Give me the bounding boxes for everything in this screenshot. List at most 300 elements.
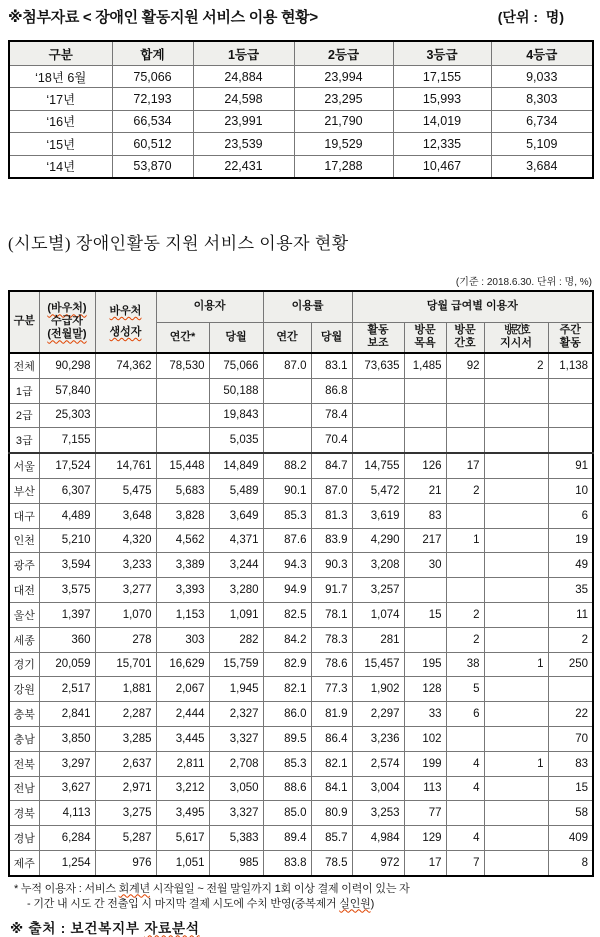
col-group-usage-rate: 이용률 [263,291,352,323]
table-row [9,428,593,453]
value-cell: 4,290 [352,528,404,553]
col-header-voucher-creators [95,291,156,353]
value-cell: 281 [352,627,404,652]
value-cell: 4,489 [39,503,95,528]
voucher-line1: 바우처 [109,304,142,317]
value-cell: 84.7 [311,453,352,478]
value-cell: 82.9 [263,652,311,677]
value-cell: 1,070 [95,602,156,627]
value-cell: 1,051 [156,850,209,875]
value-cell [484,801,548,826]
value-cell: 1,138 [548,353,593,378]
value-cell [484,726,548,751]
value-cell: 15,448 [156,453,209,478]
value-cell: 10,467 [393,155,491,178]
table-row [9,850,593,875]
table-row [9,652,593,677]
value-cell: 3,575 [39,578,95,603]
value-cell: 78.5 [311,850,352,875]
value-cell: 50,188 [209,378,263,403]
value-cell: 3,594 [39,553,95,578]
value-cell: 91 [548,453,593,478]
region-cell: 경기 [9,652,39,677]
value-cell: 4,562 [156,528,209,553]
value-cell: 84.1 [311,776,352,801]
value-cell [446,428,484,453]
value-cell: 70.4 [311,428,352,453]
table-row [9,528,593,553]
value-cell: 1,485 [404,353,446,378]
value-cell: 5,475 [95,478,156,503]
region-cell: 충북 [9,702,39,727]
table-row [9,353,593,378]
value-cell: 4 [446,826,484,851]
value-cell: 57,840 [39,378,95,403]
value-cell: 5,472 [352,478,404,503]
col-header: 1등급 [193,41,294,66]
value-cell: 75,066 [112,66,193,88]
value-cell [548,403,593,428]
value-cell: 15 [548,776,593,801]
col-header-recipients [39,291,95,353]
value-cell: 3,236 [352,726,404,751]
value-cell: 89.4 [263,826,311,851]
value-cell: 85.7 [311,826,352,851]
value-cell: 2,297 [352,702,404,727]
value-cell: 85.3 [263,503,311,528]
value-cell [95,428,156,453]
value-cell: 58 [548,801,593,826]
value-cell: 1 [446,528,484,553]
value-cell: 2 [548,627,593,652]
value-cell: 53,870 [112,155,193,178]
table-row [9,503,593,528]
value-cell: 19,843 [209,403,263,428]
value-cell: 3,257 [352,578,404,603]
value-cell [156,378,209,403]
value-cell: 1,153 [156,602,209,627]
value-cell: 2 [446,478,484,503]
value-cell: 6 [548,503,593,528]
value-cell: 250 [548,652,593,677]
value-cell: 278 [95,627,156,652]
region-cell: 서울 [9,453,39,478]
region-cell: 3급 [9,428,39,453]
value-cell: 2,637 [95,751,156,776]
table-row [9,155,593,178]
col-group-by-benefit: 당월 급여별 이용자 [352,291,593,323]
table-row [9,702,593,727]
value-cell: 94.3 [263,553,311,578]
value-cell: 126 [404,453,446,478]
value-cell: 985 [209,850,263,875]
value-cell: 1,254 [39,850,95,875]
value-cell: 78,530 [156,353,209,378]
value-cell: 87.0 [311,478,352,503]
value-cell: 83 [548,751,593,776]
value-cell [263,378,311,403]
value-cell: 16,629 [156,652,209,677]
region-table-header [9,291,593,353]
footnote-2: - 기간 내 시도 간 전출입 시 마지막 결제 시도에 수치 반영(중복제거 실인원) [27,897,375,910]
footnotes [8,882,592,912]
value-cell: 86.8 [311,378,352,403]
value-cell: 85.3 [263,751,311,776]
value-cell: 23,539 [193,133,294,155]
value-cell: 7 [446,850,484,875]
value-cell: 19,529 [294,133,393,155]
col-header-users-annual: 연간* [156,322,209,353]
value-cell: 80.9 [311,801,352,826]
value-cell: 3,244 [209,553,263,578]
value-cell [263,428,311,453]
value-cell: 3,389 [156,553,209,578]
value-cell [352,403,404,428]
table-caption: (기준 : 2018.6.30. 단위 : 명, %) [455,276,592,288]
region-cell: 전남 [9,776,39,801]
value-cell: 2 [484,353,548,378]
value-cell: 303 [156,627,209,652]
value-cell: 5,287 [95,826,156,851]
value-cell [263,403,311,428]
col-group-users: 이용자 [156,291,263,323]
region-cell: 1급 [9,378,39,403]
value-cell: 15,457 [352,652,404,677]
value-cell: 11 [548,602,593,627]
value-cell: 2,517 [39,677,95,702]
value-cell: 409 [548,826,593,851]
value-cell [484,453,548,478]
value-cell [484,826,548,851]
recipients-line3: (전월말) [47,328,87,341]
value-cell [446,403,484,428]
table-row [9,801,593,826]
value-cell: 1,074 [352,602,404,627]
value-cell [446,801,484,826]
value-cell: 282 [209,627,263,652]
value-cell [484,702,548,727]
value-cell [548,378,593,403]
value-cell: 1,902 [352,677,404,702]
value-cell: 77.3 [311,677,352,702]
value-cell: 19 [548,528,593,553]
region-table [8,290,594,877]
value-cell: 3,850 [39,726,95,751]
value-cell [484,478,548,503]
value-cell: 3,327 [209,801,263,826]
table-row [9,627,593,652]
value-cell: 14,019 [393,110,491,132]
value-cell [548,677,593,702]
value-cell: 8,303 [491,88,593,110]
value-cell: 3,212 [156,776,209,801]
year-cell: ‘16년 [9,110,112,132]
table-row [9,751,593,776]
value-cell: 17,288 [294,155,393,178]
value-cell: 17 [404,850,446,875]
col-header: 구분 [9,41,112,66]
value-cell: 83 [404,503,446,528]
value-cell: 9,033 [491,66,593,88]
value-cell: 3,684 [491,155,593,178]
value-cell: 90.3 [311,553,352,578]
value-cell: 3,393 [156,578,209,603]
value-cell: 78.6 [311,652,352,677]
value-cell: 5,683 [156,478,209,503]
value-cell [446,553,484,578]
unit-label: (단위 : 명) [497,9,564,25]
value-cell: 14,849 [209,453,263,478]
value-cell: 972 [352,850,404,875]
col-header-visit-bath: 방문 목욕 [404,322,446,353]
value-cell: 128 [404,677,446,702]
value-cell: 30 [404,553,446,578]
value-cell [484,602,548,627]
col-header: 합계 [112,41,193,66]
region-cell: 인천 [9,528,39,553]
col-header: 3등급 [393,41,491,66]
value-cell: 5,210 [39,528,95,553]
value-cell: 4,984 [352,826,404,851]
col-header: 2등급 [294,41,393,66]
value-cell: 81.3 [311,503,352,528]
value-cell: 90.1 [263,478,311,503]
value-cell: 360 [39,627,95,652]
value-cell: 2,444 [156,702,209,727]
source-line: ※ 출처 : 보건복지부 자료분석 [10,920,200,936]
value-cell: 84.2 [263,627,311,652]
value-cell: 88.2 [263,453,311,478]
value-cell: 17,524 [39,453,95,478]
value-cell: 10 [548,478,593,503]
table-row [9,403,593,428]
col-header-activity-assist: 활동 보조 [352,322,404,353]
value-cell: 3,208 [352,553,404,578]
value-cell: 24,598 [193,88,294,110]
value-cell: 89.5 [263,726,311,751]
value-cell [404,403,446,428]
table-row [9,578,593,603]
value-cell: 86.0 [263,702,311,727]
value-cell: 15,759 [209,652,263,677]
value-cell: 38 [446,652,484,677]
table-row [9,133,593,155]
value-cell: 74,362 [95,353,156,378]
value-cell: 49 [548,553,593,578]
region-cell: 경북 [9,801,39,826]
region-cell: 2급 [9,403,39,428]
value-cell: 3,050 [209,776,263,801]
value-cell: 82.1 [263,677,311,702]
value-cell: 5,617 [156,826,209,851]
value-cell [446,578,484,603]
value-cell: 91.7 [311,578,352,603]
col-header-nursing-directive: 방문간호 지시서 [484,322,548,353]
value-cell [548,428,593,453]
value-cell: 14,755 [352,453,404,478]
region-cell: 전북 [9,751,39,776]
table-row [9,378,593,403]
value-cell: 3,648 [95,503,156,528]
value-cell: 88.6 [263,776,311,801]
region-cell: 울산 [9,602,39,627]
value-cell: 60,512 [112,133,193,155]
value-cell: 66,534 [112,110,193,132]
value-cell: 12,335 [393,133,491,155]
value-cell: 6,307 [39,478,95,503]
value-cell: 7,155 [39,428,95,453]
value-cell: 3,277 [95,578,156,603]
value-cell [446,726,484,751]
value-cell: 1,397 [39,602,95,627]
value-cell: 6 [446,702,484,727]
value-cell: 20,059 [39,652,95,677]
value-cell: 2,971 [95,776,156,801]
value-cell: 78.3 [311,627,352,652]
value-cell [95,378,156,403]
value-cell: 2,327 [209,702,263,727]
value-cell: 3,445 [156,726,209,751]
region-cell: 충남 [9,726,39,751]
value-cell: 113 [404,776,446,801]
value-cell: 83.1 [311,353,352,378]
value-cell: 1,091 [209,602,263,627]
year-cell: ‘17년 [9,88,112,110]
value-cell: 72,193 [112,88,193,110]
value-cell: 86.4 [311,726,352,751]
year-cell: ‘14년 [9,155,112,178]
value-cell: 3,649 [209,503,263,528]
value-cell: 1,881 [95,677,156,702]
value-cell: 17,155 [393,66,491,88]
value-cell: 22,431 [193,155,294,178]
value-cell [404,627,446,652]
region-cell: 세종 [9,627,39,652]
table-row [9,826,593,851]
value-cell [484,776,548,801]
value-cell: 15,993 [393,88,491,110]
value-cell [484,503,548,528]
value-cell: 102 [404,726,446,751]
value-cell: 17 [446,453,484,478]
value-cell: 2,841 [39,702,95,727]
value-cell [156,428,209,453]
value-cell: 199 [404,751,446,776]
value-cell: 976 [95,850,156,875]
region-table-body [9,353,593,876]
region-cell: 전체 [9,353,39,378]
value-cell: 3,233 [95,553,156,578]
value-cell [484,403,548,428]
value-cell: 3,327 [209,726,263,751]
col-header-rate-month: 당월 [311,322,352,353]
value-cell: 82.5 [263,602,311,627]
col-header-visit-nursing: 방문 간호 [446,322,484,353]
value-cell: 78.4 [311,403,352,428]
value-cell: 1 [484,751,548,776]
col-header-users-month: 당월 [209,322,263,353]
value-cell: 15,701 [95,652,156,677]
value-cell [484,677,548,702]
value-cell: 83.9 [311,528,352,553]
region-cell: 광주 [9,553,39,578]
table-row [9,553,593,578]
value-cell: 2,067 [156,677,209,702]
value-cell: 4,371 [209,528,263,553]
value-cell: 81.9 [311,702,352,727]
value-cell: 5 [446,677,484,702]
region-cell: 강원 [9,677,39,702]
value-cell: 87.6 [263,528,311,553]
page-title: ※첨부자료 < 장애인 활동지원 서비스 이용 현황> [8,9,318,26]
table-row [9,726,593,751]
table-row [9,677,593,702]
value-cell: 82.1 [311,751,352,776]
value-cell [446,378,484,403]
value-cell: 24,884 [193,66,294,88]
col-header: 4등급 [491,41,593,66]
summary-table [8,40,594,179]
value-cell: 94.9 [263,578,311,603]
value-cell: 217 [404,528,446,553]
value-cell: 83.8 [263,850,311,875]
title-bar [8,6,592,27]
value-cell: 21 [404,478,446,503]
value-cell: 2 [446,602,484,627]
value-cell: 2 [446,627,484,652]
value-cell: 2,708 [209,751,263,776]
value-cell: 2,574 [352,751,404,776]
value-cell: 14,761 [95,453,156,478]
col-header-gubun: 구분 [9,291,39,353]
value-cell: 5,109 [491,133,593,155]
region-cell: 부산 [9,478,39,503]
value-cell: 1,945 [209,677,263,702]
value-cell: 5,383 [209,826,263,851]
value-cell: 5,035 [209,428,263,453]
table-row [9,110,593,132]
value-cell [484,378,548,403]
value-cell [484,850,548,875]
table-row [9,88,593,110]
value-cell: 85.0 [263,801,311,826]
recipients-line2: 수급자 [51,315,83,328]
voucher-line2: 생성자 [109,325,142,338]
table-row [9,776,593,801]
value-cell: 4,320 [95,528,156,553]
recipients-line1: (바우처) [47,302,87,315]
value-cell: 21,790 [294,110,393,132]
value-cell [404,428,446,453]
value-cell: 1 [484,652,548,677]
region-cell: 대구 [9,503,39,528]
value-cell [484,627,548,652]
value-cell: 15 [404,602,446,627]
value-cell: 22 [548,702,593,727]
value-cell: 2,287 [95,702,156,727]
table-row [9,66,593,88]
value-cell [484,428,548,453]
value-cell: 70 [548,726,593,751]
value-cell [484,528,548,553]
value-cell [156,403,209,428]
value-cell: 5,489 [209,478,263,503]
year-cell: ‘15년 [9,133,112,155]
value-cell [404,378,446,403]
value-cell: 75,066 [209,353,263,378]
value-cell: 77 [404,801,446,826]
value-cell [484,553,548,578]
